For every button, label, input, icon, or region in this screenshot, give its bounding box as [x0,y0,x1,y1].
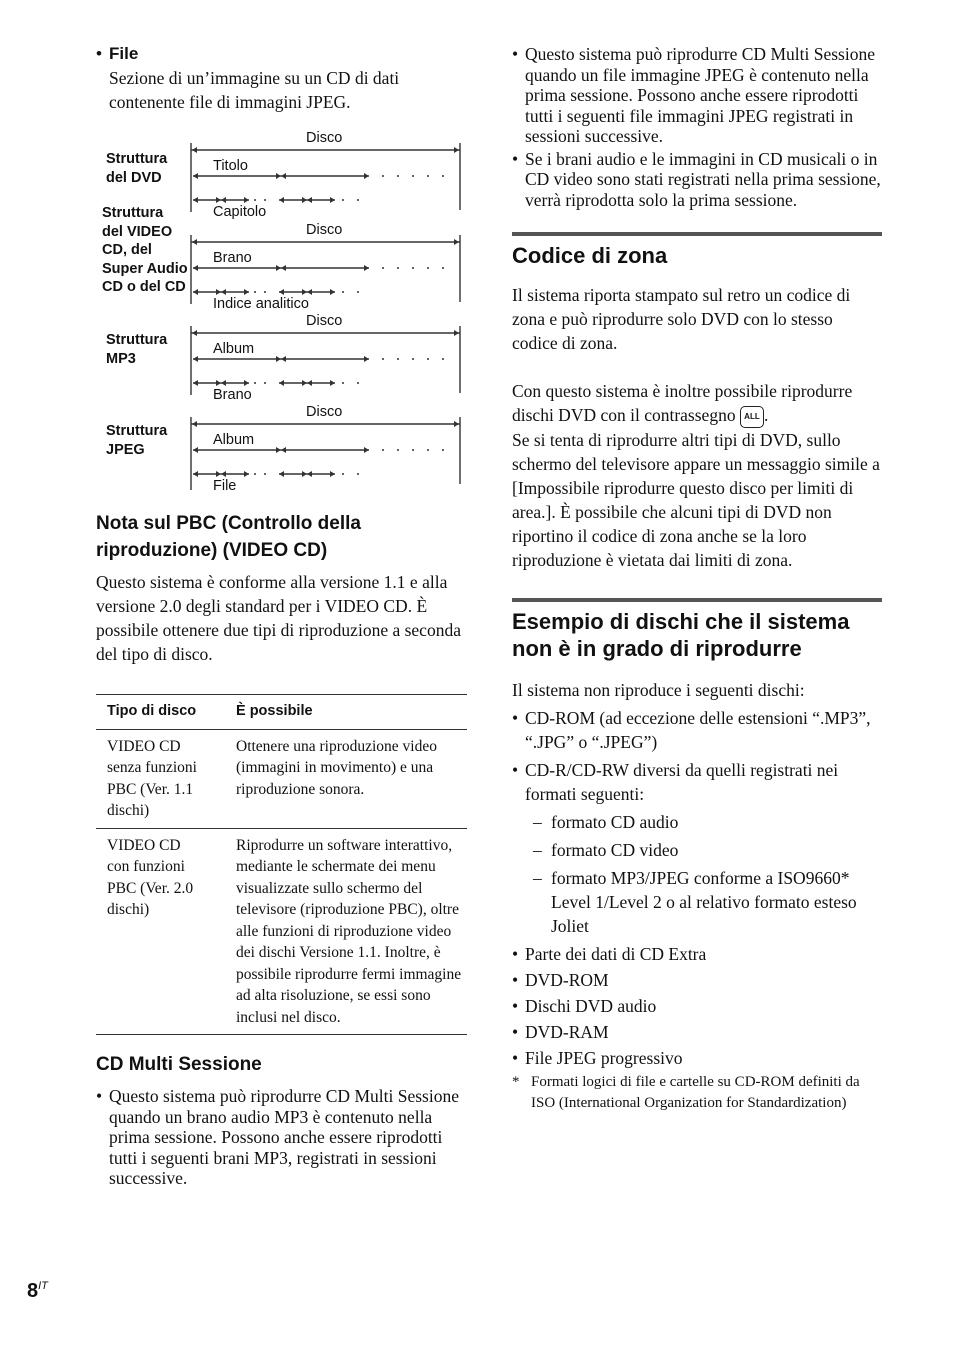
arrow-head-icon [276,265,281,271]
arrow-head-icon [192,330,197,336]
arrow-head-icon [364,265,369,271]
nonplay-list-2 [512,942,882,1070]
ellipsis-dot [427,449,429,451]
zone-para-2-end: . [763,405,769,425]
arrow-head-icon [216,471,221,477]
zone-heading: Codice di zona [512,243,668,268]
ellipsis-dot [442,449,444,451]
list-item: • DVD-ROM [512,968,882,992]
arrow-head-icon [279,197,284,203]
arrow-head-icon [281,356,286,362]
ellipsis-dot [357,291,359,293]
ellipsis-dot [427,358,429,360]
col-header-possible: È possibile [225,695,467,730]
list-item: • Se i brani audio e le immagini in CD musicali o in CD video sono stati registrati nella prima sessione, verrà riprodotta solo la prima sessione. [512,149,882,211]
arrow-head-icon [221,380,226,386]
ellipsis-dot [264,473,266,475]
arrow-head-icon [216,380,221,386]
pbc-heading: Nota sul PBC (Controllo della riproduzione) (VIDEO CD) [96,513,361,561]
zone-para-1: Il sistema riporta stampato sul retro un codice di zona e può riprodurre solo DVD con lo stesso codice di zona. [512,285,851,353]
arrow-head-icon [281,173,286,179]
arrow-head-icon [330,380,335,386]
list-item: • File JPEG progressivo [512,1046,882,1070]
ellipsis-dot [342,291,344,293]
list-item: • CD-R/CD-RW diversi da quelli registrati nei formati seguenti: [512,758,882,806]
ellipsis-dot [382,267,384,269]
arrow-head-icon [454,330,459,336]
table-cell: VIDEO CD senza funzioni PBC (Ver. 1.1 dischi) [96,729,225,828]
arrow-head-icon [193,197,198,203]
arrow-head-icon [307,197,312,203]
footnote-mark: * [512,1073,520,1090]
arrow-head-icon [279,289,284,295]
table-cell: Riprodurre un software interattivo, mediante le schermate dei menu visualizzate sullo schermo del televisore (riproduzione PBC), oltre alle funzioni di riproduzione video dei dischi Versione 1.1. Inoltre, è possibile riprodurre fermi immagine ad alta risoluzione, se essi sono inclusi nel disco. [225,828,467,1035]
arrow-head-icon [302,289,307,295]
ellipsis-dot [442,267,444,269]
arrow-head-icon [193,173,198,179]
list-item: – formato MP3/JPEG conforme a ISO9660* Level 1/Level 2 o al relativo formato esteso Joliet [525,866,882,938]
ellipsis-dot [397,358,399,360]
section-rule [512,232,882,236]
multisession-list-left [96,1086,468,1189]
ellipsis-dot [382,175,384,177]
table-row [96,729,467,828]
structure-label: Struttura del VIDEO CD, del Super Audio CD o del CD [102,205,188,295]
nonplay-heading: Esempio di dischi che il sistema non è in grado di riprodurre [512,608,850,661]
arrow-head-icon [281,265,286,271]
ellipsis-dot [357,382,359,384]
list-item: – formato CD video [525,838,882,862]
list-item: – formato CD audio [525,810,882,834]
arrow-head-icon [244,380,249,386]
disc-label: Disco [306,222,343,238]
pbc-table-header [96,695,467,730]
arrow-head-icon [279,471,284,477]
disc-label: Disco [306,130,343,146]
arrow-head-icon [221,471,226,477]
ellipsis-dot [264,291,266,293]
ellipsis-dot [442,358,444,360]
ellipsis-dot [412,449,414,451]
page-number [27,1280,48,1303]
lower-level-label: Indice analitico [213,296,309,312]
zone-para-2 [512,379,882,428]
ellipsis-dot [342,382,344,384]
arrow-head-icon [364,356,369,362]
region-all-logo-icon: ALL [740,406,764,428]
arrow-head-icon [302,380,307,386]
disc-label: Disco [306,404,343,420]
ellipsis-dot [382,449,384,451]
zone-para-3: Se si tenta di riprodurre altri tipi di DVD, sullo schermo del televisore appare un messaggio simile a [Impossibile riprodurre questo disco per limiti di area.]. È possibile che alcuni tipi di DVD non riportino il codice di zona anche se la loro riproduzione è vietata dai limiti di zona. [512,429,880,570]
arrow-head-icon [193,471,198,477]
multisession-heading: CD Multi Sessione [96,1054,262,1075]
arrow-head-icon [454,147,459,153]
list-item: • DVD-RAM [512,1020,882,1044]
upper-level-label: Album [213,341,255,357]
arrow-head-icon [216,197,221,203]
arrow-head-icon [193,289,198,295]
arrow-head-icon [192,147,197,153]
file-description: Sezione di un’immagine su un CD di dati contenente file di immagini JPEG. [109,68,400,112]
table-cell: Ottenere una riproduzione video (immagini in movimento) e una riproduzione sonora. [225,729,467,828]
arrow-head-icon [454,239,459,245]
arrow-head-icon [364,447,369,453]
upper-level-label: Album [213,432,255,448]
ellipsis-dot [412,267,414,269]
arrow-head-icon [216,289,221,295]
ellipsis-dot [264,199,266,201]
arrow-head-icon [330,197,335,203]
footnote [512,1072,882,1115]
ellipsis-dot [412,175,414,177]
col-header-disc-type: Tipo di disco [96,695,225,730]
lower-level-label: Capitolo [213,204,267,220]
ellipsis-dot [342,473,344,475]
ellipsis-dot [254,291,256,293]
page-number-value: 8 [27,1280,39,1302]
list-item: • CD-ROM (ad eccezione delle estensioni “.MP3”, “.JPG” o “.JPEG”) [512,706,882,754]
lower-level-label: Brano [213,387,252,403]
arrow-head-icon [221,289,226,295]
list-item: • Dischi DVD audio [512,994,882,1018]
zone-para-2-text: Con questo sistema è inoltre possibile riprodurre dischi DVD con il contrassegno [512,381,853,425]
footnote-text: Formati logici di file e cartelle su CD-ROM definiti da ISO (International Organization for Standardization) [531,1073,860,1112]
arrow-head-icon [330,471,335,477]
arrow-head-icon [193,265,198,271]
arrow-head-icon [307,380,312,386]
ellipsis-dot [427,267,429,269]
table-cell: VIDEO CD con funzioni PBC (Ver. 2.0 dischi) [96,828,225,1035]
arrow-head-icon [276,447,281,453]
upper-level-label: Brano [213,250,252,266]
ellipsis-dot [254,199,256,201]
ellipsis-dot [382,358,384,360]
ellipsis-dot [427,175,429,177]
arrow-head-icon [276,173,281,179]
ellipsis-dot [397,175,399,177]
ellipsis-dot [254,473,256,475]
file-bullet [96,44,468,114]
structure-label: Struttura JPEG [106,423,168,458]
arrow-head-icon [302,197,307,203]
nonplay-list [512,706,882,806]
arrow-head-icon [244,471,249,477]
arrow-head-icon [192,239,197,245]
arrow-head-icon [281,447,286,453]
format-list [512,810,882,938]
arrow-head-icon [279,380,284,386]
pbc-table [96,694,467,1035]
list-item: • Parte dei dati di CD Extra [512,942,882,966]
arrow-head-icon [244,197,249,203]
arrow-head-icon [193,447,198,453]
disc-label: Disco [306,313,343,329]
file-title: File [109,44,139,63]
list-item: • Questo sistema può riprodurre CD Multi Sessione quando un file immagine JPEG è contenuto nella prima sessione. Possono anche essere riprodotti tutti i seguenti file immagini JPEG registrati in sessioni successive. [512,44,882,147]
list-item: • Questo sistema può riprodurre CD Multi Sessione quando un brano audio MP3 è contenuto nella prima sessione. Possono anche essere riprodotti tutti i seguenti brani MP3, registrati in sessioni successive. [96,1086,468,1189]
ellipsis-dot [412,358,414,360]
arrow-head-icon [192,421,197,427]
left-column [96,44,468,1191]
arrow-head-icon [307,471,312,477]
page-number-suffix: IT [38,1280,48,1292]
ellipsis-dot [342,199,344,201]
nonplay-intro: Il sistema non riproduce i seguenti dischi: [512,679,805,700]
lower-level-label: File [213,478,237,494]
ellipsis-dot [357,199,359,201]
ellipsis-dot [264,382,266,384]
structure-label: Struttura MP3 [106,332,168,367]
pbc-intro: Questo sistema è conforme alla versione 1.1 e alla versione 2.0 degli standard per i VIDEO CD. È possibile ottenere due tipi di riproduzione a seconda del tipo di disco. [96,572,461,664]
ellipsis-dot [397,449,399,451]
arrow-head-icon [193,356,198,362]
arrow-head-icon [276,356,281,362]
multisession-list-right [512,44,882,210]
ellipsis-dot [254,382,256,384]
arrow-head-icon [193,380,198,386]
bullet-mark: • [96,44,102,63]
structure-diagram [96,130,468,494]
arrow-head-icon [221,197,226,203]
table-row [96,828,467,1035]
arrow-head-icon [330,289,335,295]
arrow-head-icon [244,289,249,295]
upper-level-label: Titolo [213,158,248,174]
section-rule [512,598,882,602]
right-column [512,44,882,1115]
arrow-head-icon [454,421,459,427]
ellipsis-dot [397,267,399,269]
arrow-head-icon [364,173,369,179]
ellipsis-dot [357,473,359,475]
structure-label: Struttura del DVD [106,151,168,186]
ellipsis-dot [442,175,444,177]
arrow-head-icon [307,289,312,295]
arrow-head-icon [302,471,307,477]
